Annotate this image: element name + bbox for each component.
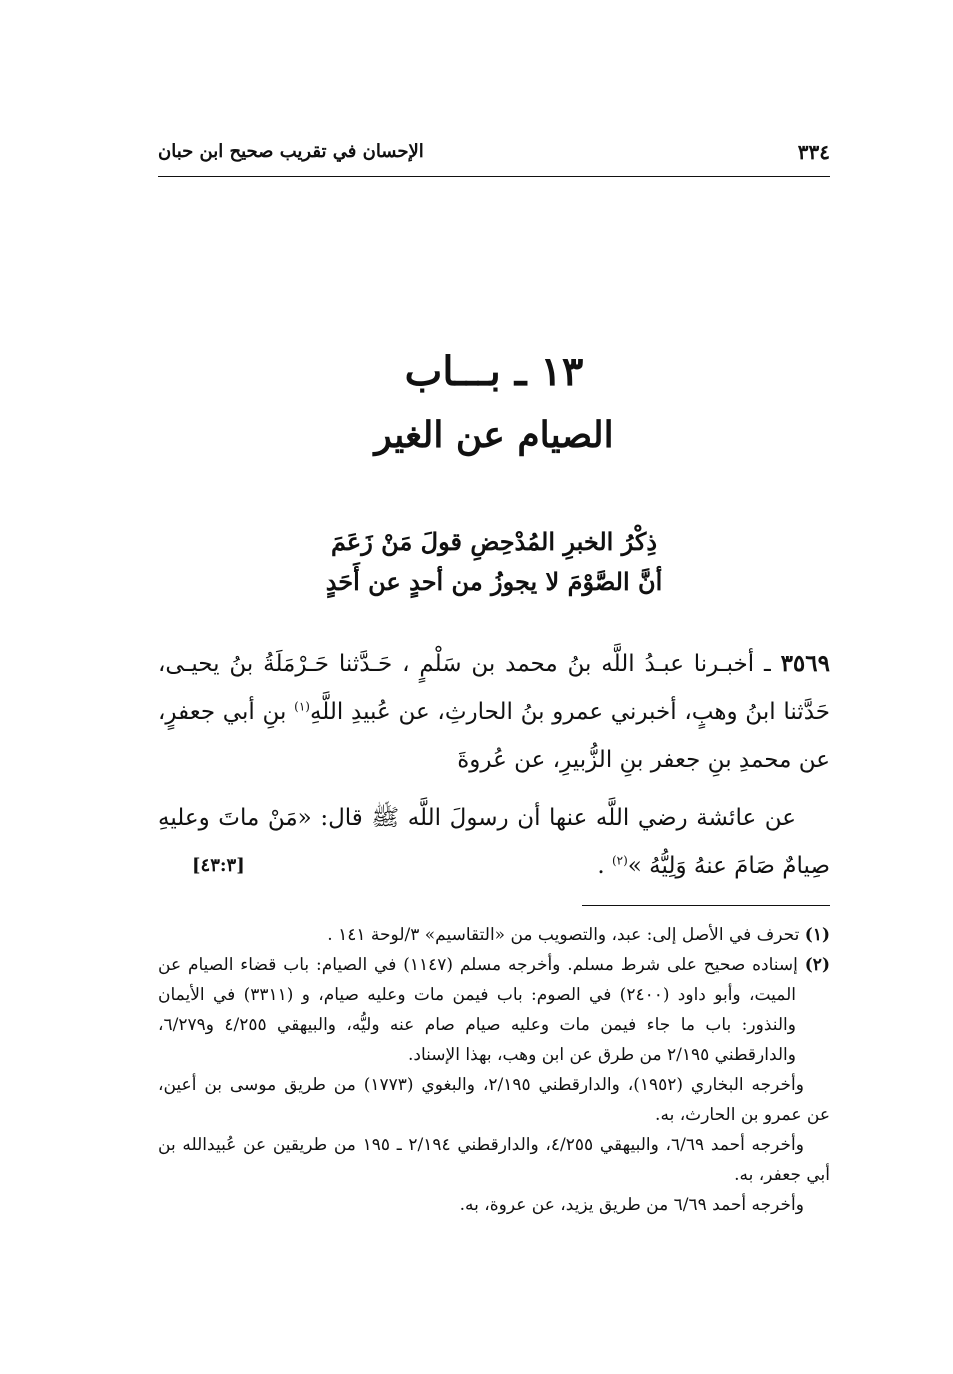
footnote-1 [158, 920, 830, 950]
chapter-title: الصيام عن الغير [374, 414, 614, 456]
book-title: الإحسان في تقريب صحيح ابن حبان [158, 141, 424, 162]
footnote-ref-1[interactable]: (١) [294, 699, 310, 714]
footnote-ref-2[interactable]: (٢) [611, 853, 628, 868]
hadith-text [158, 640, 830, 890]
section-heading-line-2: أنَّ الصَّوْمَ لا يجوزُ من أحدٍ عن أَحَدٍ [325, 567, 663, 596]
footnote-2-paragraph-2: وأخرجه أحمد ٦/٦٩، والبيهقي ٤/٢٥٥، والدارقطني ٢/١٩٤ ـ ١٩٥ من طريقين عن عُبيدالله بن أبي جعفر، به. [158, 1135, 830, 1185]
section-heading [158, 522, 830, 602]
footnote-1-mark: (١) [804, 925, 830, 945]
isnad-part-1: ـ أخبـرنا عبـدُ اللَّه بنُ محمد بن سَلْمٍ ، حَـدَّثنا حَـرْمَلَةُ بنُ يحيـى، حَدَّثنا ابنُ وهبٍ، أخبرني عمرو بنُ الحارثِ، عن عُبيدِ اللَّهِ [158, 651, 830, 725]
footnote-2-text: إسناده صحيح على شرط مسلم. وأخرجه مسلم (١١٤٧) في الصيام: باب قضاء الصيام عن الميت، وأبو داود (٢٤٠٠) في الصوم: باب فيمن مات وعليه صيام، و (٣٣١١) في الأيمان والنذور: باب ما جاء فيمن مات وعليه صيام صام عنه وليُّه، والبيهقي ٤/٢٥٥ و٦/٢٧٩، والدارقطني ٢/١٩٥ من طرق عن ابن وهب، بهذا الإسناد. [158, 955, 805, 1065]
isnad-part-2: بنِ أبي جعفرٍ، عن محمدِ بنِ جعفر بنِ الزُّبيرِ، عن عُروةَ [158, 699, 830, 773]
matn-text: عن عائشة رضي اللَّه عنها أن رسولَ اللَّه ﷺ قال: «مَنْ ماتَ وعليهِ صِيامٌ صَامَ عنهُ وَلِيُّهُ » [158, 805, 830, 879]
hadith-isnad [158, 640, 830, 784]
footnote-rule [582, 905, 830, 906]
hadith-matn [158, 794, 830, 890]
footnote-2-paragraph-3: وأخرجه أحمد ٦/٦٩ من طريق يزيد، عن عروة، به. [459, 1195, 804, 1215]
chapter-number: ١٣ ـ بـــاب [404, 348, 584, 395]
running-header [158, 140, 830, 164]
header-rule [158, 176, 830, 177]
matn-end: . [597, 853, 612, 879]
footnotes [158, 920, 830, 1220]
footnote-2 [158, 950, 830, 1070]
footnote-2-paragraph-1: وأخرجه البخاري (١٩٥٢)، والدارقطني ٢/١٩٥، والبغوي (١٧٧٣) من طريق موسى بن أعين، عن عمرو بن الحارث، به. [158, 1075, 830, 1125]
footnote-2-mark: (٢) [804, 955, 830, 975]
page-number: ٣٣٤ [797, 140, 830, 164]
hadith-reference: [٤٣:٣] [192, 855, 245, 876]
section-heading-line-1: ذِكْرُ الخبرِ المُدْحِضِ قولَ مَنْ زَعَمَ [330, 527, 658, 556]
footnote-1-text: تحرف في الأصل إلى: عبد، والتصويب من «التقاسيم» ٣/لوحة ١٤١ . [327, 925, 805, 945]
hadith-number: ٣٥٦٩ [780, 650, 830, 677]
